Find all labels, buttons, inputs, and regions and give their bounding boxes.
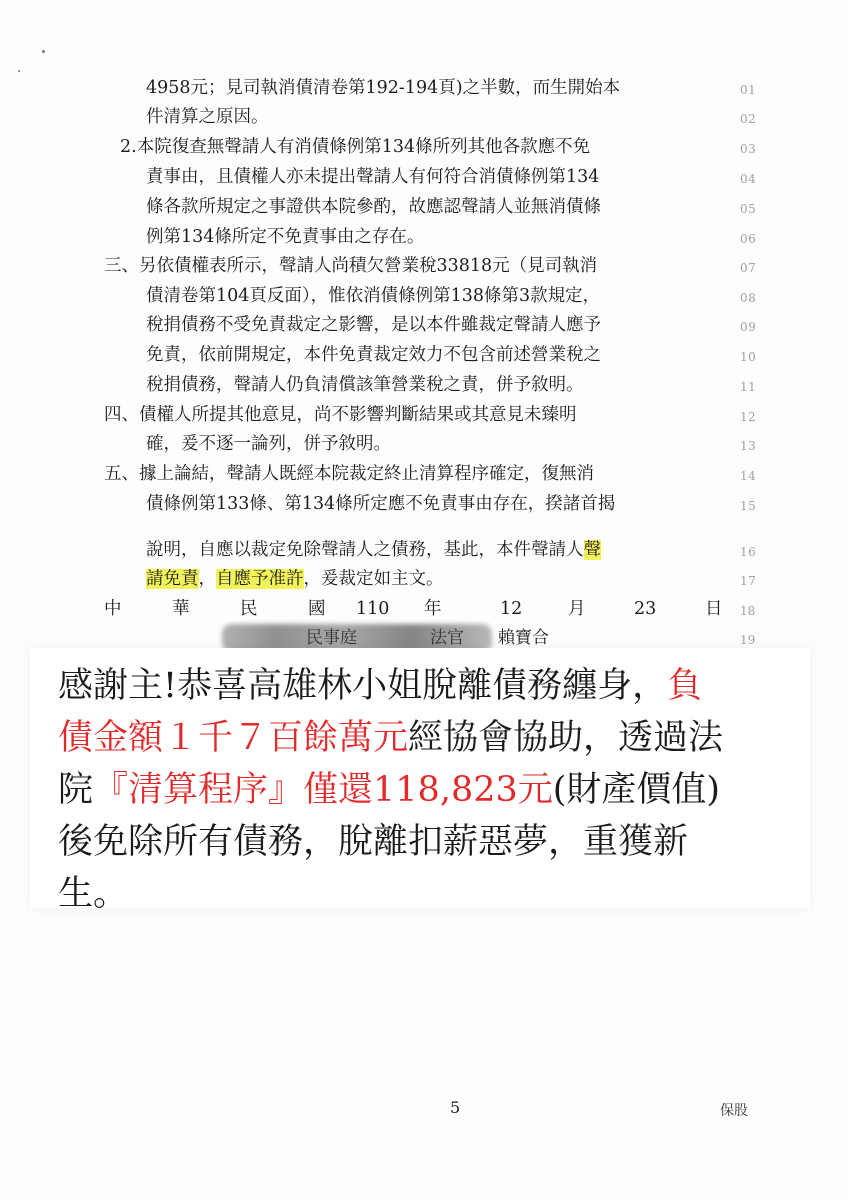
line-text: 稅捐債務，聲請人仍負清償該筆營業稅之責，併予敘明。	[146, 375, 584, 395]
line-text: 三、另依債權表所示，聲請人尚積欠營業稅33818元（見司執消	[104, 256, 598, 276]
line-number: 12	[740, 410, 757, 424]
note-line-5: 生。	[58, 874, 129, 914]
document-line	[0, 430, 848, 458]
line-number: 07	[740, 261, 757, 275]
document-line-17	[0, 565, 848, 593]
note-line-1: 感謝主!恭喜高雄林小姐脫離債務纏身，負	[58, 666, 703, 706]
document-line	[0, 401, 848, 429]
line-text: 件清算之原因。	[146, 107, 269, 127]
date-day: 23	[634, 599, 657, 619]
judge-name: 賴寶合	[498, 628, 549, 648]
line-number: 13	[740, 439, 757, 453]
line-number: 15	[740, 499, 757, 513]
document-line	[0, 460, 848, 488]
document-line	[0, 371, 848, 399]
line-text: 說明，自應以裁定免除聲請人之債務，基此，本件聲請人聲	[146, 540, 601, 560]
line-text: 五、據上論結，聲請人既經本院裁定終止清算程序確定，復無消	[104, 464, 594, 484]
line-text: 四、債權人所提其他意見，尚不影響判斷結果或其意見未臻明	[104, 405, 577, 425]
line-number: 16	[740, 545, 757, 559]
date-line: 中 華 民 國 110 年 12 月 23 日 18	[0, 595, 848, 623]
line-text: 2.本院復查無聲請人有消債條例第134條所列其他各款應不免	[120, 137, 591, 157]
line-number: 03	[740, 142, 757, 156]
line-text: 債條例第133條、第134條所定應不免責事由存在，揆諸首揭	[146, 494, 616, 514]
line-text: 請免責，自應予准許，爰裁定如主文。	[146, 569, 444, 589]
note-line-4: 後免除所有債務，脫離扣薪惡夢，重獲新	[58, 822, 689, 862]
document-line	[0, 163, 848, 191]
document-line	[0, 282, 848, 310]
page-number: 5	[450, 1098, 461, 1117]
line-number: 10	[740, 350, 757, 364]
line-text: 4958元；見司執消債清卷第192-194頁)之半數，而生開始本	[146, 78, 621, 98]
highlighted-text: 請免責	[146, 569, 199, 589]
highlighted-text: 聲	[583, 540, 601, 560]
line-number: 09	[740, 320, 757, 334]
document-line	[0, 311, 848, 339]
section-stamp: 保股	[720, 1103, 748, 1119]
line-text: 條各款所規定之事證供本院參酌，故應認聲請人並無消債條	[146, 197, 601, 217]
line-number: 19	[740, 633, 756, 647]
line-number: 17	[740, 574, 757, 588]
line-number: 05	[740, 202, 757, 216]
line-text: 例第134條所定不免責事由之存在。	[146, 227, 425, 247]
judge-title: 法官	[430, 628, 464, 648]
highlighted-text: 自應予准許	[216, 569, 304, 589]
line-text: 責事由，且債權人亦未提出聲請人有何符合消債條例第134	[146, 167, 600, 187]
line-number: 18	[740, 604, 756, 618]
line-text: 債清卷第104頁反面），惟依消債條例第138條第3款規定，	[146, 286, 601, 306]
line-number: 04	[740, 172, 757, 186]
document-line	[0, 193, 848, 221]
line-number: 08	[740, 291, 757, 305]
date-month: 12	[500, 599, 523, 619]
date-year: 110	[356, 599, 390, 619]
line-text: 免責，依前開規定，本件免責裁定效力不包含前述營業稅之	[146, 345, 601, 365]
document-line-16	[0, 536, 848, 564]
repaid-amount: 『清算程序』僅還118,823元	[93, 770, 553, 810]
document-line	[0, 252, 848, 280]
document-line	[0, 103, 848, 131]
court-name: 民事庭	[306, 628, 357, 648]
line-number: 02	[740, 112, 757, 126]
line-text: 稅捐債務不受免責裁定之影響，是以本件雖裁定聲請人應予	[146, 315, 601, 335]
document-line	[0, 74, 848, 102]
document-line	[0, 223, 848, 251]
line-number: 01	[740, 83, 757, 97]
scan-speck	[42, 50, 45, 53]
document-line	[0, 490, 848, 518]
scan-speck	[18, 70, 20, 72]
line-text: 確，爰不逐一論列，併予敘明。	[146, 434, 391, 454]
document-line	[0, 133, 848, 161]
debt-amount: 債金額１千７百餘萬元	[58, 718, 409, 758]
line-number: 11	[740, 380, 757, 394]
note-line-3: 院『清算程序』僅還118,823元(財產價值)	[58, 770, 721, 810]
note-line-2: 債金額１千７百餘萬元經協會協助，透過法	[58, 718, 724, 758]
line-number: 14	[740, 469, 757, 483]
line-number: 06	[740, 232, 757, 246]
document-line	[0, 341, 848, 369]
